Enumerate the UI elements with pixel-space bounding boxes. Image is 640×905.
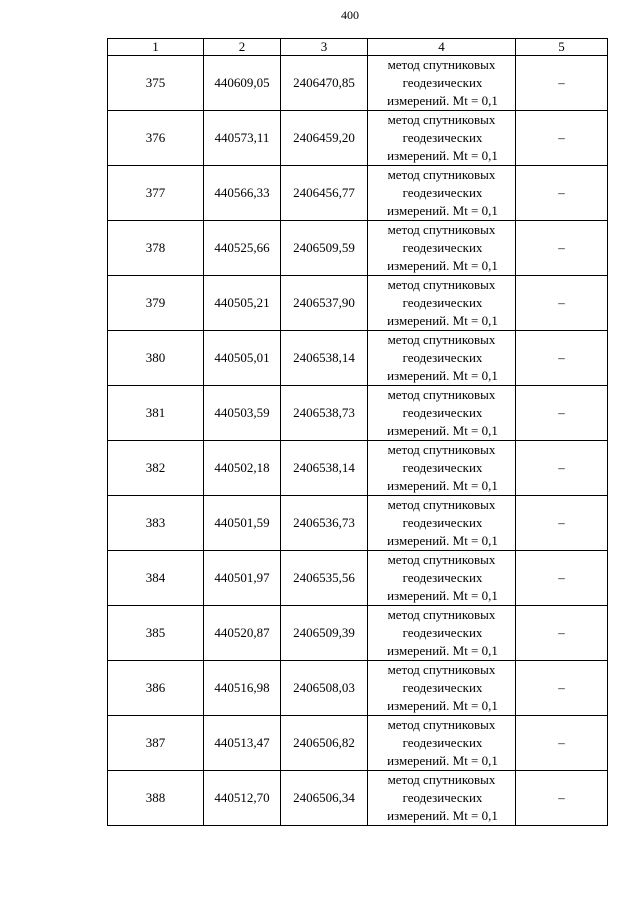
method-line: метод спутниковых bbox=[387, 57, 496, 72]
point-number-cell: 377 bbox=[108, 166, 204, 221]
method-line: геодезических bbox=[402, 515, 483, 530]
column-header-2: 2 bbox=[204, 39, 281, 56]
method-line: геодезических bbox=[402, 75, 483, 90]
column-5-cell: – bbox=[516, 606, 608, 661]
method-cell bbox=[368, 716, 516, 771]
x-coordinate-cell: 440512,70 bbox=[204, 771, 281, 826]
method-line: измерений. Mt = 0,1 bbox=[387, 753, 498, 768]
method-line: метод спутниковых bbox=[387, 717, 496, 732]
x-coordinate-cell: 440573,11 bbox=[204, 111, 281, 166]
x-coordinate-cell: 440525,66 bbox=[204, 221, 281, 276]
column-5-cell: – bbox=[516, 166, 608, 221]
method-cell bbox=[368, 111, 516, 166]
x-coordinate-cell: 440501,97 bbox=[204, 551, 281, 606]
method-line: метод спутниковых bbox=[387, 222, 496, 237]
method-line: геодезических bbox=[402, 240, 483, 255]
y-coordinate-cell: 2406538,14 bbox=[281, 441, 368, 496]
method-line: измерений. Mt = 0,1 bbox=[387, 423, 498, 438]
method-line: геодезических bbox=[402, 295, 483, 310]
x-coordinate-cell: 440503,59 bbox=[204, 386, 281, 441]
method-line: измерений. Mt = 0,1 bbox=[387, 203, 498, 218]
table-row bbox=[108, 716, 608, 771]
point-number-cell: 382 bbox=[108, 441, 204, 496]
method-line: геодезических bbox=[402, 625, 483, 640]
table-header-row bbox=[108, 39, 608, 56]
column-header-3: 3 bbox=[281, 39, 368, 56]
column-5-cell: – bbox=[516, 331, 608, 386]
method-line: метод спутниковых bbox=[387, 167, 496, 182]
method-line: геодезических bbox=[402, 790, 483, 805]
y-coordinate-cell: 2406537,90 bbox=[281, 276, 368, 331]
table-row bbox=[108, 441, 608, 496]
y-coordinate-cell: 2406538,73 bbox=[281, 386, 368, 441]
column-header-5: 5 bbox=[516, 39, 608, 56]
table-row bbox=[108, 166, 608, 221]
table-row bbox=[108, 771, 608, 826]
y-coordinate-cell: 2406456,77 bbox=[281, 166, 368, 221]
column-5-cell: – bbox=[516, 221, 608, 276]
x-coordinate-cell: 440513,47 bbox=[204, 716, 281, 771]
x-coordinate-cell: 440566,33 bbox=[204, 166, 281, 221]
method-cell bbox=[368, 331, 516, 386]
method-line: измерений. Mt = 0,1 bbox=[387, 698, 498, 713]
coordinates-table bbox=[107, 38, 608, 826]
method-line: геодезических bbox=[402, 735, 483, 750]
method-cell bbox=[368, 221, 516, 276]
method-line: метод спутниковых bbox=[387, 552, 496, 567]
method-line: измерений. Mt = 0,1 bbox=[387, 533, 498, 548]
page-number: 400 bbox=[341, 8, 359, 22]
y-coordinate-cell: 2406470,85 bbox=[281, 56, 368, 111]
y-coordinate-cell: 2406506,82 bbox=[281, 716, 368, 771]
method-line: измерений. Mt = 0,1 bbox=[387, 478, 498, 493]
column-5-cell: – bbox=[516, 56, 608, 111]
point-number-cell: 380 bbox=[108, 331, 204, 386]
method-line: геодезических bbox=[402, 460, 483, 475]
method-line: измерений. Mt = 0,1 bbox=[387, 368, 498, 383]
table-row bbox=[108, 276, 608, 331]
column-5-cell: – bbox=[516, 276, 608, 331]
method-line: измерений. Mt = 0,1 bbox=[387, 93, 498, 108]
table-row bbox=[108, 661, 608, 716]
table-row bbox=[108, 221, 608, 276]
point-number-cell: 386 bbox=[108, 661, 204, 716]
table-row bbox=[108, 331, 608, 386]
method-line: метод спутниковых bbox=[387, 332, 496, 347]
column-header-1: 1 bbox=[108, 39, 204, 56]
column-5-cell: – bbox=[516, 111, 608, 166]
method-cell bbox=[368, 276, 516, 331]
method-cell bbox=[368, 551, 516, 606]
y-coordinate-cell: 2406508,03 bbox=[281, 661, 368, 716]
method-line: метод спутниковых bbox=[387, 607, 496, 622]
table-row bbox=[108, 386, 608, 441]
table-row bbox=[108, 111, 608, 166]
y-coordinate-cell: 2406535,56 bbox=[281, 551, 368, 606]
point-number-cell: 378 bbox=[108, 221, 204, 276]
point-number-cell: 387 bbox=[108, 716, 204, 771]
method-line: метод спутниковых bbox=[387, 387, 496, 402]
method-line: измерений. Mt = 0,1 bbox=[387, 588, 498, 603]
column-5-cell: – bbox=[516, 386, 608, 441]
method-cell bbox=[368, 661, 516, 716]
x-coordinate-cell: 440609,05 bbox=[204, 56, 281, 111]
method-cell bbox=[368, 771, 516, 826]
column-5-cell: – bbox=[516, 661, 608, 716]
method-cell bbox=[368, 606, 516, 661]
x-coordinate-cell: 440520,87 bbox=[204, 606, 281, 661]
y-coordinate-cell: 2406459,20 bbox=[281, 111, 368, 166]
method-cell bbox=[368, 496, 516, 551]
method-line: метод спутниковых bbox=[387, 277, 496, 292]
method-cell bbox=[368, 441, 516, 496]
table-body bbox=[108, 56, 608, 826]
y-coordinate-cell: 2406536,73 bbox=[281, 496, 368, 551]
x-coordinate-cell: 440502,18 bbox=[204, 441, 281, 496]
method-line: геодезических bbox=[402, 570, 483, 585]
method-line: измерений. Mt = 0,1 bbox=[387, 808, 498, 823]
method-line: метод спутниковых bbox=[387, 112, 496, 127]
method-line: измерений. Mt = 0,1 bbox=[387, 258, 498, 273]
column-5-cell: – bbox=[516, 496, 608, 551]
table-row bbox=[108, 496, 608, 551]
method-line: измерений. Mt = 0,1 bbox=[387, 313, 498, 328]
point-number-cell: 375 bbox=[108, 56, 204, 111]
point-number-cell: 383 bbox=[108, 496, 204, 551]
x-coordinate-cell: 440516,98 bbox=[204, 661, 281, 716]
method-cell bbox=[368, 56, 516, 111]
point-number-cell: 381 bbox=[108, 386, 204, 441]
column-5-cell: – bbox=[516, 771, 608, 826]
point-number-cell: 376 bbox=[108, 111, 204, 166]
column-5-cell: – bbox=[516, 551, 608, 606]
y-coordinate-cell: 2406506,34 bbox=[281, 771, 368, 826]
method-line: геодезических bbox=[402, 680, 483, 695]
table-row bbox=[108, 56, 608, 111]
point-number-cell: 379 bbox=[108, 276, 204, 331]
method-line: метод спутниковых bbox=[387, 442, 496, 457]
method-line: геодезических bbox=[402, 185, 483, 200]
point-number-cell: 384 bbox=[108, 551, 204, 606]
method-cell bbox=[368, 166, 516, 221]
point-number-cell: 388 bbox=[108, 771, 204, 826]
method-line: метод спутниковых bbox=[387, 772, 496, 787]
column-5-cell: – bbox=[516, 441, 608, 496]
method-line: измерений. Mt = 0,1 bbox=[387, 148, 498, 163]
method-line: геодезических bbox=[402, 130, 483, 145]
method-line: измерений. Mt = 0,1 bbox=[387, 643, 498, 658]
table-row bbox=[108, 606, 608, 661]
column-header-4: 4 bbox=[368, 39, 516, 56]
method-line: геодезических bbox=[402, 405, 483, 420]
y-coordinate-cell: 2406538,14 bbox=[281, 331, 368, 386]
method-cell bbox=[368, 386, 516, 441]
point-number-cell: 385 bbox=[108, 606, 204, 661]
y-coordinate-cell: 2406509,39 bbox=[281, 606, 368, 661]
x-coordinate-cell: 440505,01 bbox=[204, 331, 281, 386]
method-line: геодезических bbox=[402, 350, 483, 365]
method-line: метод спутниковых bbox=[387, 497, 496, 512]
y-coordinate-cell: 2406509,59 bbox=[281, 221, 368, 276]
x-coordinate-cell: 440505,21 bbox=[204, 276, 281, 331]
table-row bbox=[108, 551, 608, 606]
method-line: метод спутниковых bbox=[387, 662, 496, 677]
x-coordinate-cell: 440501,59 bbox=[204, 496, 281, 551]
column-5-cell: – bbox=[516, 716, 608, 771]
